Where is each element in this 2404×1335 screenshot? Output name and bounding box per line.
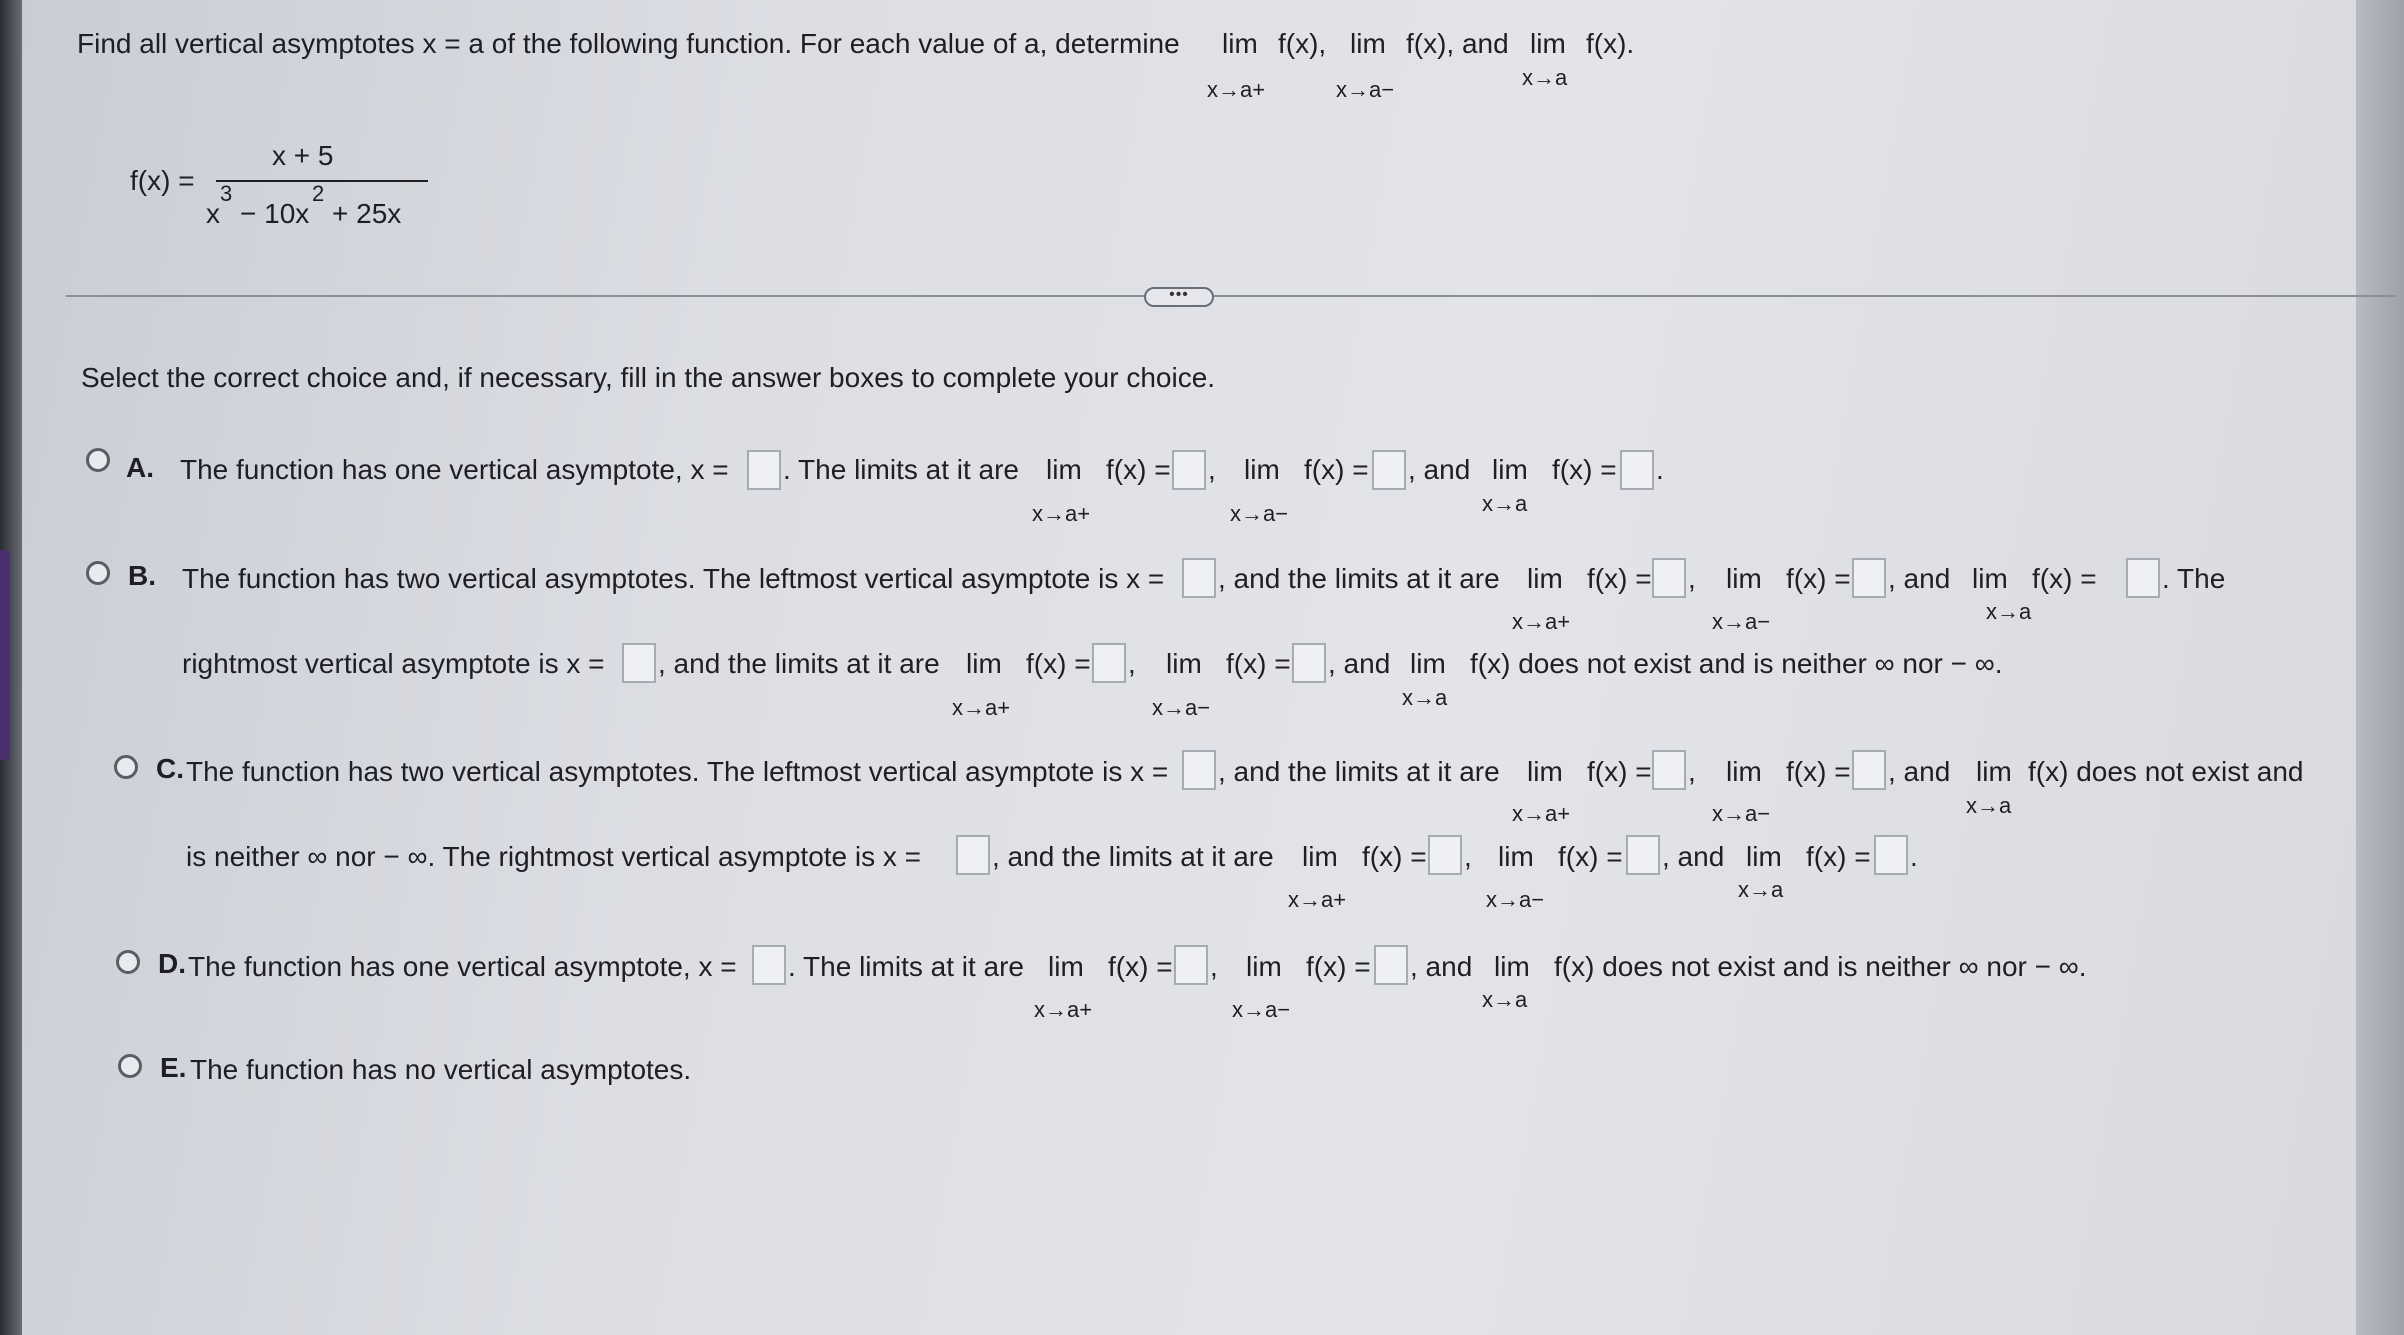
choice-d-sub-right: x→a+ — [1034, 997, 1093, 1022]
den-mid: − 10x — [240, 198, 310, 229]
choice-c-fx-1: f(x) = — [1587, 756, 1652, 787]
choice-c-text-1: The function has two vertical asymptotes. The leftmost vertical asymptote is x = — [186, 756, 1169, 787]
choice-a-letter: A. — [126, 452, 154, 483]
choice-c-sub-two-2: x→a — [1738, 877, 1784, 902]
choice-c-text-7: , and — [1662, 841, 1725, 872]
choice-b-sub-two-1: x→a — [1986, 599, 2032, 624]
choice-c-sub-two-1: x→a — [1966, 793, 2012, 818]
choice-c-text-3: , and — [1888, 756, 1951, 787]
choice-b-text-2: , and the limits at it are — [1218, 563, 1500, 594]
choice-b-fx-3: f(x) = — [2032, 563, 2097, 594]
choice-c-text-2: , and the limits at it are — [1218, 756, 1500, 787]
choice-c-fx-4: f(x) = — [1558, 841, 1623, 872]
choice-c-left-left-limit-box[interactable] — [1852, 750, 1886, 790]
choice-a-text-2: . The limits at it are — [783, 454, 1020, 485]
choice-c-radio[interactable] — [114, 755, 138, 779]
choice-b-sub-right-2: x→a+ — [952, 695, 1011, 720]
den-x: x — [206, 198, 220, 229]
choice-d-text-4: f(x) does not exist and is neither ∞ nor − ∞. — [1554, 951, 2087, 982]
choice-c-lim-6: lim — [1746, 841, 1782, 872]
choice-b-left-left-limit-box[interactable] — [1852, 558, 1886, 598]
choice-b-sub-left-1: x→a− — [1712, 609, 1771, 634]
choice-c-comma-1: , — [1688, 756, 1696, 787]
choice-b-text-4: . The — [2162, 563, 2226, 594]
den-exp2: 2 — [312, 181, 325, 206]
instruction-text: Select the correct choice and, if necessary, fill in the answer boxes to complete your choice. — [81, 362, 1216, 393]
choice-c-lim-2: lim — [1726, 756, 1762, 787]
prompt-fx-3: f(x). — [1586, 28, 1635, 59]
choice-d-left-limit-box[interactable] — [1374, 945, 1408, 985]
choice-b-lim-6: lim — [1410, 648, 1446, 679]
choice-b-left-two-sided-box[interactable] — [2126, 558, 2160, 598]
choice-a-left-limit-box[interactable] — [1372, 450, 1406, 490]
choice-a-sub-two: x→a — [1482, 491, 1528, 516]
choice-c-right-right-limit-box[interactable] — [1428, 835, 1462, 875]
choice-c-lim-1: lim — [1527, 756, 1563, 787]
choice-b-lim-5: lim — [1166, 648, 1202, 679]
choice-a-comma-1: , — [1208, 454, 1216, 485]
question-screen — [22, 0, 2356, 1335]
choice-b-right-asymptote-box[interactable] — [622, 643, 656, 683]
choice-d-lim-3: lim — [1494, 951, 1530, 982]
den-end: + 25x — [332, 198, 402, 229]
choice-c-sub-left-1: x→a− — [1712, 801, 1771, 826]
choice-c-lim-5: lim — [1498, 841, 1534, 872]
choice-b-text-7: , and — [1328, 648, 1391, 679]
choice-d-sub-two: x→a — [1482, 987, 1528, 1012]
choice-a-fx-1: f(x) = — [1106, 454, 1171, 485]
bezel-accent — [0, 550, 10, 760]
choice-b-fx-1: f(x) = — [1587, 563, 1652, 594]
choice-d-right-limit-box[interactable] — [1174, 945, 1208, 985]
choice-b-radio[interactable] — [86, 561, 110, 585]
prompt-sub-left: x→a− — [1336, 77, 1395, 102]
choice-c-fx-2: f(x) = — [1786, 756, 1851, 787]
choice-b-right-left-limit-box[interactable] — [1292, 643, 1326, 683]
choice-d-fx-2: f(x) = — [1306, 951, 1371, 982]
choice-a-lim-2: lim — [1244, 454, 1280, 485]
choice-b-text-5: rightmost vertical asymptote is x = — [182, 648, 605, 679]
choice-c-lim-4: lim — [1302, 841, 1338, 872]
choice-a-lim-3: lim — [1492, 454, 1528, 485]
choice-a-fx-3: f(x) = — [1552, 454, 1617, 485]
choice-b-lim-3: lim — [1972, 563, 2008, 594]
choice-b-comma-2: , — [1128, 648, 1136, 679]
prompt-text: Find all vertical asymptotes x = a of the following function. For each value of a, determine — [77, 28, 1180, 59]
section-divider — [66, 295, 2396, 297]
prompt-lim-1: lim — [1222, 28, 1258, 59]
choice-b-fx-4: f(x) = — [1026, 648, 1091, 679]
choice-c-lim-3: lim — [1976, 756, 2012, 787]
choice-b-sub-two-2: x→a — [1402, 685, 1448, 710]
choice-a-sub-right: x→a+ — [1032, 501, 1091, 526]
choice-d-radio[interactable] — [116, 950, 140, 974]
choice-b-lim-1: lim — [1527, 563, 1563, 594]
prompt-fx-1: f(x), — [1278, 28, 1327, 59]
choice-c-text-5: is neither ∞ nor − ∞. The rightmost vertical asymptote is x = — [186, 841, 922, 872]
choice-b-text-6: , and the limits at it are — [658, 648, 940, 679]
choice-d-letter: D. — [158, 948, 186, 979]
choice-c-fx-5: f(x) = — [1806, 841, 1871, 872]
choice-e-radio[interactable] — [118, 1054, 142, 1078]
den-exp3: 3 — [220, 181, 233, 206]
choice-d-text-3: , and — [1410, 951, 1473, 982]
choice-b-text-1: The function has two vertical asymptotes. The leftmost vertical asymptote is x = — [182, 563, 1165, 594]
prompt-fx-2: f(x), and — [1406, 28, 1509, 59]
choice-d-comma-1: , — [1210, 951, 1218, 982]
choice-d-asymptote-box[interactable] — [752, 945, 786, 985]
choice-d-lim-1: lim — [1048, 951, 1084, 982]
prompt-sub-two: x→a — [1522, 65, 1568, 90]
choice-a-dot: . — [1656, 454, 1664, 485]
choice-d-lim-2: lim — [1246, 951, 1282, 982]
choice-b-sub-left-2: x→a− — [1152, 695, 1211, 720]
choice-c-left-right-limit-box[interactable] — [1652, 750, 1686, 790]
choice-c-text-4: f(x) does not exist and — [2028, 756, 2304, 787]
choice-c-right-asymptote-box[interactable] — [956, 835, 990, 875]
function-lhs: f(x) = — [130, 165, 195, 196]
choice-d-sub-left: x→a− — [1232, 997, 1291, 1022]
choice-b-comma-1: , — [1688, 563, 1696, 594]
choice-b-sub-right-1: x→a+ — [1512, 609, 1571, 634]
choice-c-comma-2: , — [1464, 841, 1472, 872]
choice-b-lim-2: lim — [1726, 563, 1762, 594]
more-button[interactable]: ••• — [1144, 287, 1214, 307]
choice-a-sub-left: x→a− — [1230, 501, 1289, 526]
function-numerator: x + 5 — [272, 140, 334, 171]
choice-a-radio[interactable] — [86, 448, 110, 472]
choice-b-fx-2: f(x) = — [1786, 563, 1851, 594]
choice-c-left-asymptote-box[interactable] — [1182, 750, 1216, 790]
choice-c-right-two-sided-box[interactable] — [1874, 835, 1908, 875]
prompt-lim-3: lim — [1530, 28, 1566, 59]
choice-c-text-6: , and the limits at it are — [992, 841, 1274, 872]
choice-e-text: The function has no vertical asymptotes. — [190, 1054, 692, 1085]
choice-b-text-8: f(x) does not exist and is neither ∞ nor − ∞. — [1470, 648, 2003, 679]
choice-c-sub-left-2: x→a− — [1486, 887, 1545, 912]
choice-e-letter: E. — [160, 1052, 187, 1083]
choice-b-fx-5: f(x) = — [1226, 648, 1291, 679]
choice-b-lim-4: lim — [966, 648, 1002, 679]
choice-c-sub-right-1: x→a+ — [1512, 801, 1571, 826]
choice-c-sub-right-2: x→a+ — [1288, 887, 1347, 912]
choice-a-asymptote-box[interactable] — [747, 450, 781, 490]
prompt-sub-right: x→a+ — [1207, 77, 1266, 102]
choice-a-text-3: , and — [1408, 454, 1471, 485]
choice-b-letter: B. — [128, 560, 156, 591]
choice-a-lim-1: lim — [1046, 454, 1082, 485]
device-bezel-right — [2356, 0, 2404, 1335]
choice-c-dot: . — [1910, 841, 1918, 872]
choice-b-left-asymptote-box[interactable] — [1182, 558, 1216, 598]
choice-a-fx-2: f(x) = — [1304, 454, 1369, 485]
choice-b-left-right-limit-box[interactable] — [1652, 558, 1686, 598]
choice-a-right-limit-box[interactable] — [1172, 450, 1206, 490]
choice-c-right-left-limit-box[interactable] — [1626, 835, 1660, 875]
choice-a-text-1: The function has one vertical asymptote, x = — [180, 454, 729, 485]
prompt-lim-2: lim — [1350, 28, 1386, 59]
device-bezel-left — [0, 0, 22, 1335]
choice-a-two-sided-box[interactable] — [1620, 450, 1654, 490]
choice-d-text-2: . The limits at it are — [788, 951, 1025, 982]
choice-d-fx-1: f(x) = — [1108, 951, 1173, 982]
choice-b-text-3: , and — [1888, 563, 1951, 594]
choice-c-fx-3: f(x) = — [1362, 841, 1427, 872]
choice-c-letter: C. — [156, 753, 184, 784]
choice-b-right-right-limit-box[interactable] — [1092, 643, 1126, 683]
choice-d-text-1: The function has one vertical asymptote, x = — [188, 951, 737, 982]
